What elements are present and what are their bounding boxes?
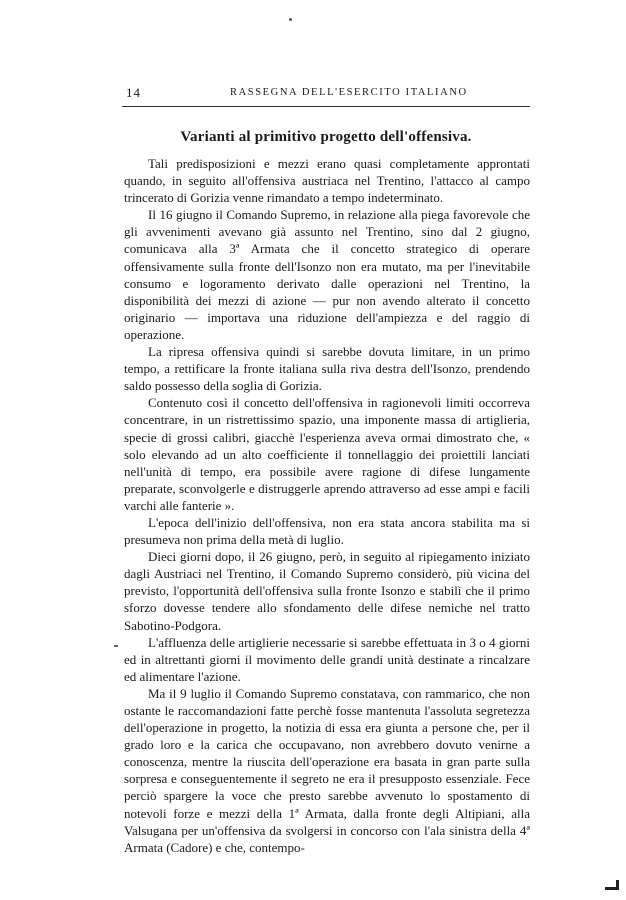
paragraph-8: Ma il 9 luglio il Comando Supremo constatava, con rammarico, che non ostante le raccomandazioni fatte perchè fosse mantenuta l'assoluta segretezza dell'operazione in progetto, la notizia di essa era giunta a persone che, per il grado loro e la carica che occupavano, non avrebbero dovuto venirne a conoscenza, mentre la riuscita dell'operazione era basata in gran parte sulla sorpresa e conseguentemente il segreto ne era il presupposto essenziale. Fece perciò spargere la voce che presto sarebbe avvenuto lo spostamento di notevoli forze e mezzi della 1ª Armata, dalla fronte degli Altipiani, alla Valsugana per un'offensiva da svolgersi in concorso con l'ala sinistra della 4ª Armata (Cadore) e che, contempo- <box>124 685 530 855</box>
paragraph-5: L'epoca dell'inizio dell'offensiva, non era stata ancora stabilita ma si presumeva non prima della metà di luglio. <box>124 514 530 548</box>
margin-mark <box>114 645 118 647</box>
section-heading: Varianti al primitivo progetto dell'offensiva. <box>180 129 472 145</box>
paragraph-1: Tali predisposizioni e mezzi erano quasi completamente approntati quando, in seguito all'offensiva austriaca nel Trentino, l'attacco al campo trincerato di Gorizia venne rimandato a tempo indeterminato. <box>124 156 530 206</box>
printer-dot <box>289 18 292 21</box>
body-text <box>124 155 530 856</box>
header-rule <box>122 106 530 107</box>
page-number: 14 <box>126 85 141 100</box>
paragraph-4: Contenuto così il concetto dell'offensiva in ragionevoli limiti occorreva concentrare, in un ristrettissimo spazio, una imponente massa di artiglieria, specie di grossi calibri, giacchè l'esperienza aveva ormai dimostrato che, « solo elevando ad un alto coefficiente il tonnellaggio dei proiettili lanciati nell'unità di tempo, era possibile avere ragione di difese lungamente preparate, sconvolgerle e distruggerle aprendo attraverso ad esse ampi e facili varchi alle fanterie ». <box>124 395 530 513</box>
paragraph-3: La ripresa offensiva quindi si sarebbe dovuta limitare, in un primo tempo, a rettificare la fronte italiana sulla riva destra dell'Isonzo, prendendo saldo possesso della soglia di Gorizia. <box>124 344 530 394</box>
paragraph-7: L'affluenza delle artiglierie necessarie si sarebbe effettuata in 3 o 4 giorni ed in altrettanti giorni il movimento delle grandi unità destinate a rincalzare ed alimentare l'azione. <box>124 634 530 684</box>
scan-corner-mark <box>603 878 621 892</box>
paragraph-6: Dieci giorni dopo, il 26 giugno, però, in seguito al ripiegamento iniziato dagli Austriaci nel Trentino, il Comando Supremo considerò, più vicina del previsto, l'opportunità dell'offensiva sulla fronte Isonzo e stabilì che il primo sforzo dovesse tendere allo sfondamento delle difese nemiche nel tratto Sabotino-Podgora. <box>124 549 530 633</box>
running-title: RASSEGNA DELL'ESERCITO ITALIANO <box>230 87 468 98</box>
paragraph-2: Il 16 giugno il Comando Supremo, in relazione alla piega favorevole che gli avvenimenti avevano già assunto nel Trentino, sino dal 2 giugno, comunicava alla 3ª Armata che il concetto strategico di operare offensivamente sulla fronte dell'Isonzo non era mutato, ma per l'inevitabile consumo e logoramento derivato dalle operazioni nel Trentino, la disponibilità dei mezzi di azione — pur non avendo alterato il concetto originario — importava una riduzione dell'ampiezza e del raggio di operazione. <box>124 207 530 342</box>
page-header <box>122 85 530 101</box>
